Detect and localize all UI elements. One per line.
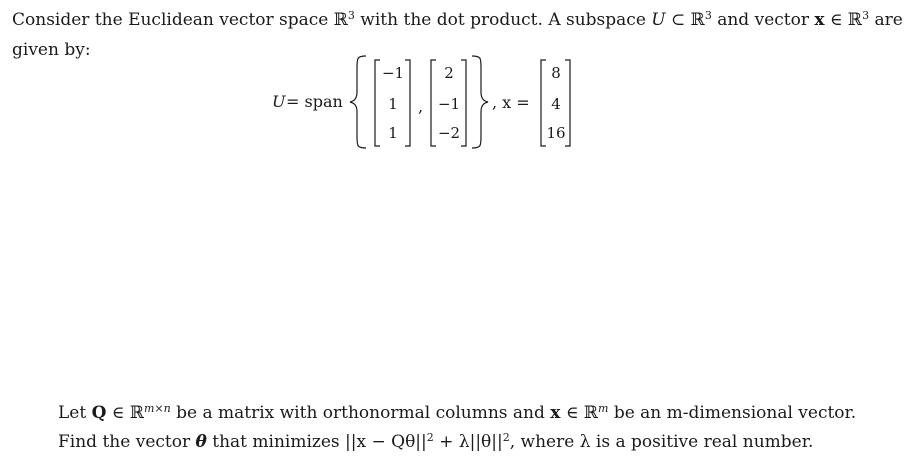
vector1-entry: 1 bbox=[388, 95, 398, 113]
Rm-symbol: ℝ$^m$ bbox=[583, 402, 609, 423]
vector2-entry: −1 bbox=[437, 95, 461, 113]
left-brace-icon bbox=[350, 56, 366, 148]
Rmxn-symbol: ℝ$^{m\times n}$ bbox=[129, 402, 171, 423]
equation-x-equals: , x = bbox=[492, 93, 530, 112]
R3-symbol: ℝ$^3$ bbox=[333, 9, 355, 30]
equation-eq-span: = span bbox=[286, 92, 343, 111]
vector1-entry: −1 bbox=[381, 64, 405, 82]
xvector-entry: 4 bbox=[551, 95, 561, 113]
xvector-entry: 8 bbox=[551, 64, 561, 82]
intro-text-2: with the dot product. A subspace bbox=[354, 10, 652, 30]
R3-symbol: ℝ$^3$ bbox=[690, 9, 712, 30]
vector2-entry: −2 bbox=[437, 124, 461, 142]
theta-symbol: θ bbox=[195, 432, 207, 452]
problem-line-1 bbox=[58, 403, 856, 423]
Q-matrix-symbol: Q bbox=[91, 403, 107, 423]
intro-text-4: are bbox=[869, 10, 903, 30]
R3-symbol: ℝ$^3$ bbox=[847, 9, 870, 30]
problem-text-4: Find the vector bbox=[58, 432, 196, 452]
problem-line-2 bbox=[58, 432, 813, 452]
x-vector-symbol: x bbox=[814, 10, 825, 30]
equation-U: U bbox=[272, 92, 286, 111]
intro-text-1: Consider the Euclidean vector space bbox=[12, 10, 334, 30]
problem-text-1: Let bbox=[58, 403, 92, 423]
problem-text-3: be an m-dimensional vector. bbox=[608, 403, 857, 423]
equation-comma: , bbox=[418, 97, 424, 116]
element-of-symbol: ∈ bbox=[560, 403, 584, 423]
right-brace-icon bbox=[472, 56, 488, 148]
problem-text-5: that minimizes ||x − Qθ|| bbox=[206, 432, 427, 452]
vector1-entry: 1 bbox=[388, 124, 398, 142]
square-exponent: 2 bbox=[426, 431, 434, 444]
intro-line-2: given by: bbox=[12, 40, 91, 60]
x-vector-symbol: x bbox=[550, 403, 561, 423]
subset-symbol: ⊂ bbox=[665, 10, 691, 30]
vector2-entry: 2 bbox=[444, 64, 454, 82]
intro-text-3: and vector bbox=[711, 10, 815, 30]
problem-text-2: be a matrix with orthonormal columns and bbox=[170, 403, 551, 423]
problem-text-6: + λ||θ|| bbox=[433, 432, 503, 452]
element-of-symbol: ∈ bbox=[106, 403, 130, 423]
problem-text-7: , where λ is a positive real number. bbox=[509, 432, 814, 452]
element-of-symbol: ∈ bbox=[824, 10, 848, 30]
xvector-entry: 16 bbox=[546, 124, 566, 142]
U-symbol: U bbox=[651, 10, 666, 30]
square-exponent: 2 bbox=[502, 431, 510, 444]
